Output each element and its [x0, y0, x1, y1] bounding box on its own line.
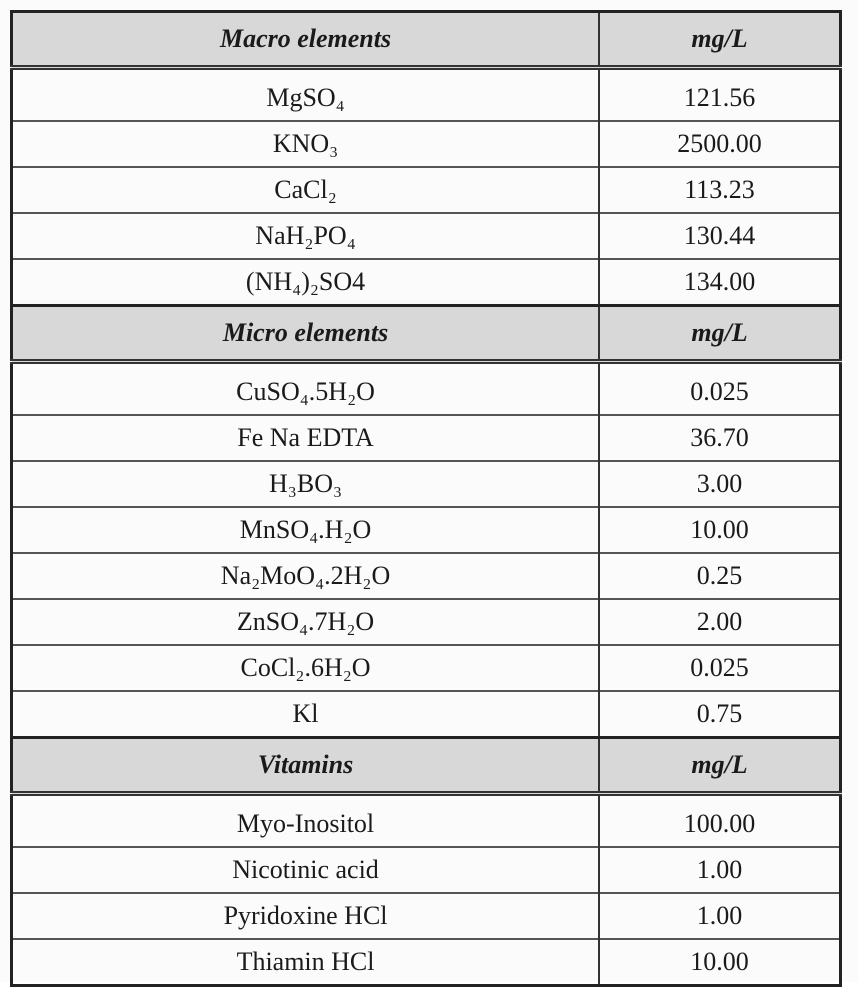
section-title: Vitamins [12, 738, 600, 794]
table-row [12, 893, 841, 939]
section-title: Micro elements [12, 306, 600, 362]
table-row [12, 553, 841, 599]
value-cell: 10.00 [599, 939, 840, 986]
unit-header: mg/L [599, 12, 840, 68]
table-row [12, 645, 841, 691]
value-cell: 100.00 [599, 794, 840, 848]
compound-cell: Myo-Inositol [12, 794, 600, 848]
compound-cell: Na₂MoO₄.2H₂O [12, 553, 600, 599]
compound-cell: Nicotinic acid [12, 847, 600, 893]
value-cell: 1.00 [599, 847, 840, 893]
compound-cell: KNO₃ [12, 121, 600, 167]
section-header-vitamins [12, 738, 841, 794]
compound-cell: Thiamin HCl [12, 939, 600, 986]
section-header-micro [12, 306, 841, 362]
compound-cell: MnSO₄.H₂O [12, 507, 600, 553]
compound-cell: CuSO₄.5H₂O [12, 362, 600, 416]
compound-cell: CaCl₂ [12, 167, 600, 213]
table-row [12, 691, 841, 738]
table-row [12, 167, 841, 213]
table-row [12, 847, 841, 893]
value-cell: 36.70 [599, 415, 840, 461]
table-row [12, 213, 841, 259]
table-row [12, 121, 841, 167]
compound-cell: (NH₄)₂SO4 [12, 259, 600, 306]
value-cell: 113.23 [599, 167, 840, 213]
value-cell: 2500.00 [599, 121, 840, 167]
table-row [12, 507, 841, 553]
compound-cell: MgSO₄ [12, 68, 600, 122]
value-cell: 130.44 [599, 213, 840, 259]
value-cell: 3.00 [599, 461, 840, 507]
value-cell: 10.00 [599, 507, 840, 553]
value-cell: 134.00 [599, 259, 840, 306]
compound-cell: H₃BO₃ [12, 461, 600, 507]
value-cell: 0.025 [599, 362, 840, 416]
table-row [12, 599, 841, 645]
unit-header: mg/L [599, 738, 840, 794]
compound-cell: Fe Na EDTA [12, 415, 600, 461]
table-row [12, 939, 841, 986]
section-title: Macro elements [12, 12, 600, 68]
table-row [12, 362, 841, 416]
section-header-macro [12, 12, 841, 68]
unit-header: mg/L [599, 306, 840, 362]
value-cell: 2.00 [599, 599, 840, 645]
table-row [12, 68, 841, 122]
media-composition-table [10, 10, 842, 987]
compound-cell: NaH₂PO₄ [12, 213, 600, 259]
value-cell: 121.56 [599, 68, 840, 122]
compound-cell: Pyridoxine HCl [12, 893, 600, 939]
table-row [12, 415, 841, 461]
value-cell: 0.025 [599, 645, 840, 691]
value-cell: 0.75 [599, 691, 840, 738]
compound-cell: CoCl₂.6H₂O [12, 645, 600, 691]
value-cell: 0.25 [599, 553, 840, 599]
table-row [12, 461, 841, 507]
table-row [12, 259, 841, 306]
compound-cell: Kl [12, 691, 600, 738]
value-cell: 1.00 [599, 893, 840, 939]
table-row [12, 794, 841, 848]
compound-cell: ZnSO₄.7H₂O [12, 599, 600, 645]
